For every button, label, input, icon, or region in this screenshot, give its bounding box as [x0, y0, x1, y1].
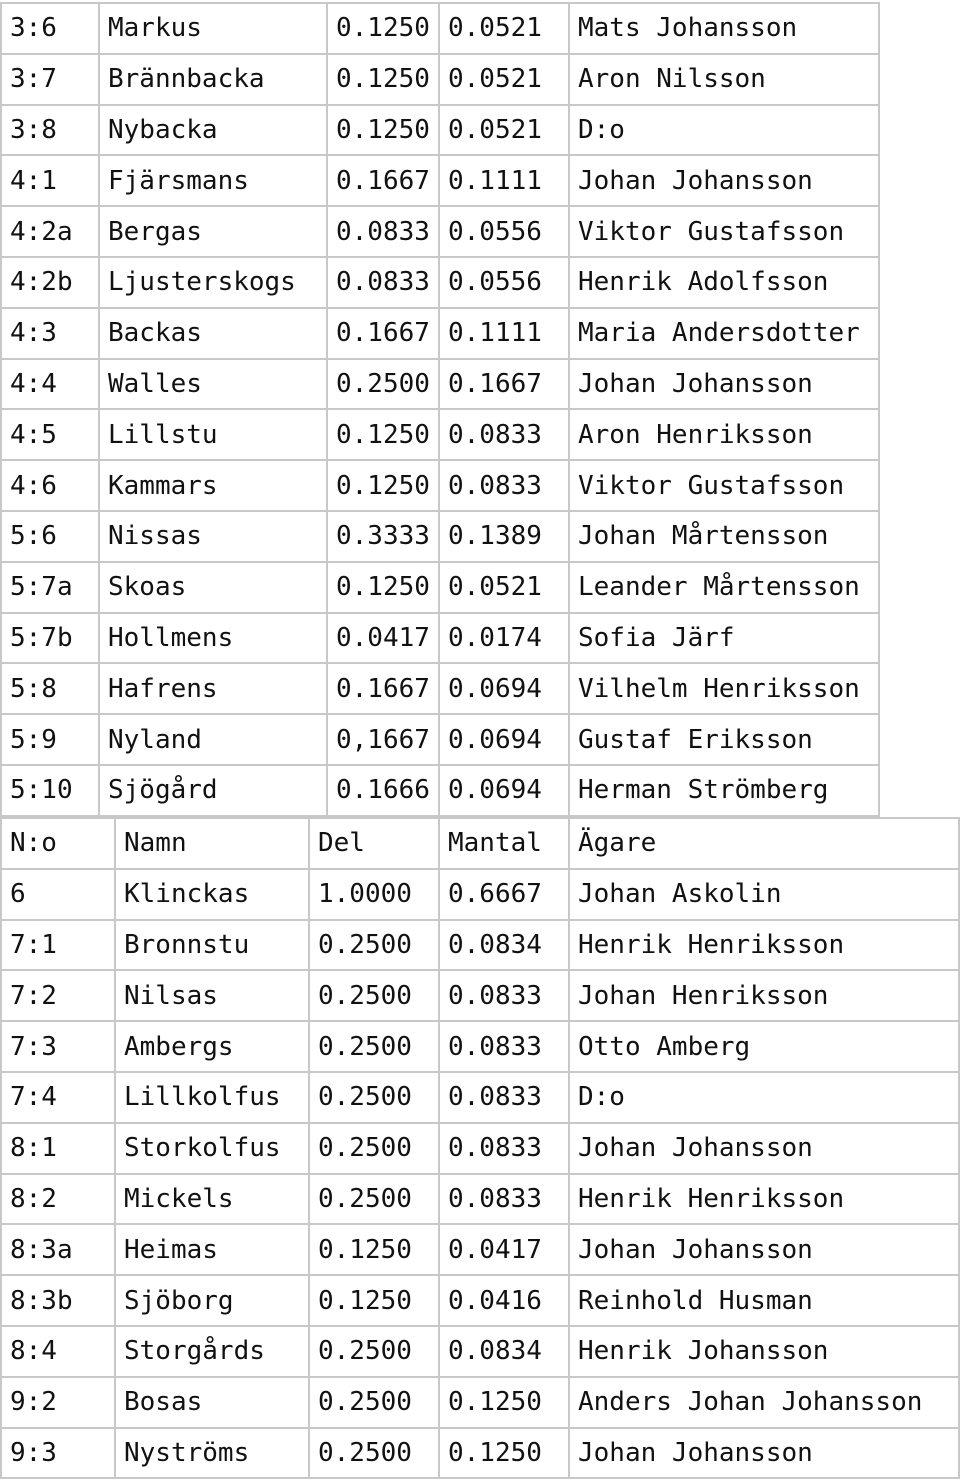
- cell-mantal: 0.0834: [439, 1326, 569, 1377]
- cell-mantal: 0.1389: [439, 511, 569, 562]
- cell-name: Ambergs: [115, 1021, 309, 1072]
- cell-name: Nyströms: [115, 1428, 309, 1479]
- cell-mantal: 0.1250: [439, 1377, 569, 1428]
- cell-number: 4:6: [1, 460, 99, 511]
- cell-owner: Vilhelm Henriksson: [569, 663, 879, 714]
- cell-owner: Johan Johansson: [569, 359, 879, 410]
- cell-number: 4:2a: [1, 206, 99, 257]
- cell-mantal: 0.0833: [439, 970, 569, 1021]
- table-row: [1, 970, 959, 1021]
- cell-mantal: 0.0417: [439, 1224, 569, 1275]
- cell-owner: Henrik Henriksson: [569, 1174, 959, 1225]
- cell-share: 0.1250: [327, 105, 439, 156]
- cell-share: 0.1250: [309, 1224, 439, 1275]
- cell-owner: Johan Johansson: [569, 155, 879, 206]
- cell-name: Klinckas: [115, 869, 309, 920]
- cell-share: 0.2500: [309, 1021, 439, 1072]
- cell-name: Sjögård: [99, 765, 327, 816]
- table-row: [1, 1224, 959, 1275]
- cell-name: Bergas: [99, 206, 327, 257]
- cell-share: 0.2500: [309, 1326, 439, 1377]
- cell-owner: Otto Amberg: [569, 1021, 959, 1072]
- cell-mantal: 0.0833: [439, 409, 569, 460]
- cell-owner: Aron Nilsson: [569, 54, 879, 105]
- property-table-bottom: [0, 817, 960, 1479]
- cell-mantal: 0.0833: [439, 1174, 569, 1225]
- cell-name: Hafrens: [99, 663, 327, 714]
- cell-mantal: 0.0416: [439, 1275, 569, 1326]
- cell-name: Lillkolfus: [115, 1072, 309, 1123]
- cell-share: 0.1250: [309, 1275, 439, 1326]
- column-header: Ägare: [569, 818, 959, 869]
- cell-owner: Mats Johansson: [569, 3, 879, 54]
- cell-name: Nybacka: [99, 105, 327, 156]
- table-row: [1, 869, 959, 920]
- cell-mantal: 0.1667: [439, 359, 569, 410]
- cell-name: Lillstu: [99, 409, 327, 460]
- cell-share: 0.2500: [309, 1174, 439, 1225]
- cell-owner: Henrik Adolfsson: [569, 257, 879, 308]
- table-row: [1, 206, 879, 257]
- cell-owner: Maria Andersdotter: [569, 308, 879, 359]
- table-row: [1, 54, 879, 105]
- cell-owner: Johan Mårtensson: [569, 511, 879, 562]
- cell-mantal: 0.0833: [439, 1072, 569, 1123]
- cell-owner: Henrik Henriksson: [569, 920, 959, 971]
- column-header: N:o: [1, 818, 115, 869]
- cell-share: 0.0833: [327, 206, 439, 257]
- cell-name: Storgårds: [115, 1326, 309, 1377]
- table-row: [1, 460, 879, 511]
- table-row: [1, 3, 879, 54]
- table-row: [1, 920, 959, 971]
- cell-number: 9:2: [1, 1377, 115, 1428]
- table-header-row: [1, 818, 959, 869]
- cell-name: Walles: [99, 359, 327, 410]
- column-header: Del: [309, 818, 439, 869]
- cell-name: Nissas: [99, 511, 327, 562]
- cell-mantal: 0.0694: [439, 765, 569, 816]
- table-row: [1, 1326, 959, 1377]
- cell-mantal: 0.0833: [439, 1123, 569, 1174]
- table-row: [1, 1275, 959, 1326]
- cell-share: 0.0417: [327, 613, 439, 664]
- cell-share: 0.2500: [309, 920, 439, 971]
- table-row: [1, 511, 879, 562]
- cell-owner: Johan Henriksson: [569, 970, 959, 1021]
- cell-mantal: 0.0174: [439, 613, 569, 664]
- cell-owner: Sofia Järf: [569, 613, 879, 664]
- cell-share: 0.2500: [309, 1377, 439, 1428]
- cell-mantal: 0.0834: [439, 920, 569, 971]
- table-row: [1, 257, 879, 308]
- cell-name: Bronnstu: [115, 920, 309, 971]
- cell-owner: Gustaf Eriksson: [569, 714, 879, 765]
- cell-share: 0,1667: [327, 714, 439, 765]
- cell-mantal: 0.0694: [439, 663, 569, 714]
- cell-mantal: 0.0521: [439, 562, 569, 613]
- cell-share: 0.1250: [327, 54, 439, 105]
- cell-number: 3:8: [1, 105, 99, 156]
- cell-share: 0.2500: [327, 359, 439, 410]
- table-row: [1, 155, 879, 206]
- cell-share: 0.1666: [327, 765, 439, 816]
- table-row: [1, 409, 879, 460]
- cell-name: Nilsas: [115, 970, 309, 1021]
- cell-name: Heimas: [115, 1224, 309, 1275]
- table-row: [1, 1072, 959, 1123]
- cell-mantal: 0.0521: [439, 54, 569, 105]
- cell-share: 0.2500: [309, 1072, 439, 1123]
- cell-owner: Johan Johansson: [569, 1224, 959, 1275]
- table-row: [1, 714, 879, 765]
- cell-number: 7:4: [1, 1072, 115, 1123]
- table-row: [1, 1123, 959, 1174]
- cell-number: 5:7b: [1, 613, 99, 664]
- cell-name: Nyland: [99, 714, 327, 765]
- cell-share: 0.2500: [309, 1428, 439, 1479]
- cell-share: 0.1250: [327, 409, 439, 460]
- table-row: [1, 308, 879, 359]
- table-row: [1, 663, 879, 714]
- cell-number: 8:2: [1, 1174, 115, 1225]
- table-row: [1, 765, 879, 816]
- cell-name: Sjöborg: [115, 1275, 309, 1326]
- cell-owner: Herman Strömberg: [569, 765, 879, 816]
- cell-number: 5:10: [1, 765, 99, 816]
- cell-number: 4:2b: [1, 257, 99, 308]
- cell-share: 0.2500: [309, 970, 439, 1021]
- cell-number: 8:4: [1, 1326, 115, 1377]
- cell-name: Storkolfus: [115, 1123, 309, 1174]
- cell-owner: Aron Henriksson: [569, 409, 879, 460]
- table-row: [1, 1174, 959, 1225]
- cell-share: 0.1250: [327, 3, 439, 54]
- cell-owner: Viktor Gustafsson: [569, 460, 879, 511]
- column-header: Mantal: [439, 818, 569, 869]
- cell-mantal: 0.0833: [439, 460, 569, 511]
- cell-number: 7:2: [1, 970, 115, 1021]
- cell-number: 8:1: [1, 1123, 115, 1174]
- cell-number: 4:1: [1, 155, 99, 206]
- cell-owner: Henrik Johansson: [569, 1326, 959, 1377]
- cell-name: Bosas: [115, 1377, 309, 1428]
- cell-name: Kammars: [99, 460, 327, 511]
- cell-share: 0.3333: [327, 511, 439, 562]
- table-row: [1, 1428, 959, 1479]
- cell-number: 4:3: [1, 308, 99, 359]
- cell-name: Hollmens: [99, 613, 327, 664]
- cell-mantal: 0.0521: [439, 105, 569, 156]
- cell-share: 0.1667: [327, 308, 439, 359]
- cell-name: Backas: [99, 308, 327, 359]
- cell-mantal: 0.0556: [439, 257, 569, 308]
- cell-owner: Johan Askolin: [569, 869, 959, 920]
- column-header: Namn: [115, 818, 309, 869]
- cell-owner: Viktor Gustafsson: [569, 206, 879, 257]
- cell-name: Skoas: [99, 562, 327, 613]
- table-row: [1, 359, 879, 410]
- cell-mantal: 0.1111: [439, 155, 569, 206]
- cell-name: Ljusterskogs: [99, 257, 327, 308]
- cell-number: 5:6: [1, 511, 99, 562]
- cell-share: 1.0000: [309, 869, 439, 920]
- cell-share: 0.0833: [327, 257, 439, 308]
- cell-owner: Johan Johansson: [569, 1123, 959, 1174]
- cell-name: Mickels: [115, 1174, 309, 1225]
- cell-number: 6: [1, 869, 115, 920]
- cell-mantal: 0.0833: [439, 1021, 569, 1072]
- cell-owner: D:o: [569, 1072, 959, 1123]
- cell-number: 9:3: [1, 1428, 115, 1479]
- cell-mantal: 0.6667: [439, 869, 569, 920]
- cell-name: Brännbacka: [99, 54, 327, 105]
- cell-owner: Reinhold Husman: [569, 1275, 959, 1326]
- cell-share: 0.1250: [327, 460, 439, 511]
- cell-number: 4:5: [1, 409, 99, 460]
- cell-number: 7:1: [1, 920, 115, 971]
- cell-number: 7:3: [1, 1021, 115, 1072]
- cell-number: 5:7a: [1, 562, 99, 613]
- cell-number: 5:8: [1, 663, 99, 714]
- cell-number: 5:9: [1, 714, 99, 765]
- cell-mantal: 0.1250: [439, 1428, 569, 1479]
- cell-number: 3:7: [1, 54, 99, 105]
- property-table-top: [0, 2, 880, 817]
- cell-number: 3:6: [1, 3, 99, 54]
- cell-mantal: 0.1111: [439, 308, 569, 359]
- cell-share: 0.1667: [327, 663, 439, 714]
- table-row: [1, 1377, 959, 1428]
- cell-name: Markus: [99, 3, 327, 54]
- cell-number: 8:3a: [1, 1224, 115, 1275]
- cell-number: 8:3b: [1, 1275, 115, 1326]
- table-row: [1, 562, 879, 613]
- cell-owner: Leander Mårtensson: [569, 562, 879, 613]
- cell-mantal: 0.0556: [439, 206, 569, 257]
- cell-owner: D:o: [569, 105, 879, 156]
- cell-owner: Johan Johansson: [569, 1428, 959, 1479]
- cell-name: Fjärsmans: [99, 155, 327, 206]
- cell-mantal: 0.0521: [439, 3, 569, 54]
- cell-owner: Anders Johan Johansson: [569, 1377, 959, 1428]
- cell-share: 0.2500: [309, 1123, 439, 1174]
- table-row: [1, 105, 879, 156]
- table-row: [1, 1021, 959, 1072]
- cell-number: 4:4: [1, 359, 99, 410]
- cell-share: 0.1250: [327, 562, 439, 613]
- table-row: [1, 613, 879, 664]
- cell-share: 0.1667: [327, 155, 439, 206]
- cell-mantal: 0.0694: [439, 714, 569, 765]
